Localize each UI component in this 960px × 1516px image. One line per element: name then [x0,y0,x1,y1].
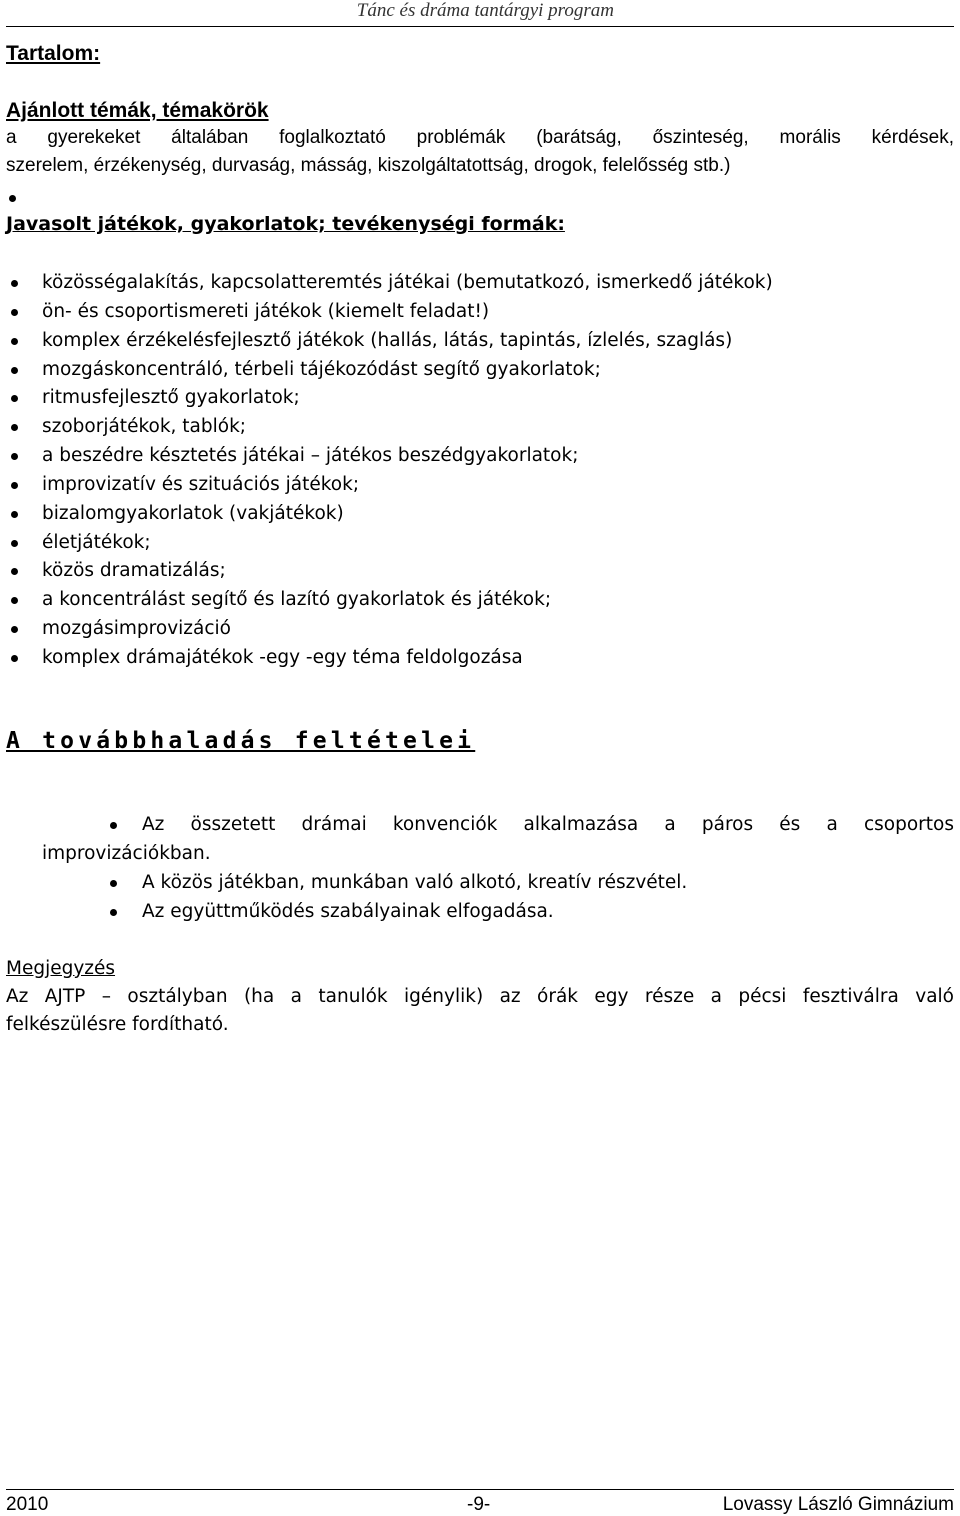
bullet-icon [11,482,18,489]
bullet-icon [110,909,117,916]
bullet-icon [11,453,18,460]
list-item: ön- és csoportismereti játékok (kiemelt feladat!) [42,301,490,322]
list-item: bizalomgyakorlatok (vakjátékok) [42,503,344,524]
bullet-icon [11,338,18,345]
bullet-icon [11,511,18,518]
bullet-icon [110,880,117,887]
page-number: -9- [467,1494,491,1515]
header-divider [6,26,954,27]
bullet-icon [11,626,18,633]
note-heading: Megjegyzés [6,958,116,979]
bullet-icon [11,280,18,287]
list-item: a koncentrálást segítő és lazító gyakorlatok és játékok; [42,589,552,610]
footer-year: 2010 [6,1494,49,1515]
list-item: komplex érzékelésfejlesztő játékok (hallás, látás, tapintás, ízlelés, szaglás) [42,330,733,351]
header-title: Tánc és dráma tantárgyi program [356,0,614,21]
footer-divider [6,1489,954,1490]
contents-heading: Tartalom: [6,42,101,65]
bullet-icon [9,195,16,202]
footer-school-name: Lovassy László Gimnázium [722,1494,954,1515]
bullet-icon [11,395,18,402]
suggested-games-heading: Javasolt játékok, gyakorlatok; tevékenységi formák: [6,213,565,235]
note-text-line-2: felkészülésre fordítható. [6,1014,229,1035]
bullet-icon [11,309,18,316]
topics-heading: Ajánlott témák, témakörök [6,99,269,122]
list-item: mozgáskoncentráló, térbeli tájékozódást segítő gyakorlatok; [42,359,601,380]
list-item: életjátékok; [42,532,151,553]
requirement-item-1-line-2: improvizációkban. [42,843,211,864]
requirement-item-2: A közös játékban, munkában való alkotó, kreatív részvétel. [142,872,688,893]
list-item: szoborjátékok, tablók; [42,416,247,437]
list-item: komplex drámajátékok -egy -egy téma feldolgozása [42,647,523,668]
topics-text-line-2: szerelem, érzékenység, durvaság, másság, kiszolgáltatottság, drogok, felelősség stb.) [6,155,731,176]
bullet-icon [11,597,18,604]
bullet-icon [11,424,18,431]
list-item: ritmusfejlesztő gyakorlatok; [42,387,300,408]
list-item: közös dramatizálás; [42,560,226,581]
list-item: improvizatív és szituációs játékok; [42,474,360,495]
requirement-item-1-line-1: Az összetett drámai konvenciók alkalmazása a páros és a csoportos [142,814,954,835]
topics-text-line-1: a gyerekeket általában foglalkoztató problémák (barátság, őszinteség, morális kérdések, [6,127,954,148]
bullet-icon [11,540,18,547]
bullet-icon [110,822,117,829]
bullet-icon [11,367,18,374]
progress-requirements-heading: A továbbhaladás feltételei [6,728,476,754]
list-item: a beszédre késztetés játékai – játékos beszédgyakorlatok; [42,445,579,466]
list-item: mozgásimprovizáció [42,618,231,639]
note-text-line-1: Az AJTP – osztályban (ha a tanulók igénylik) az órák egy része a pécsi fesztiválra való [6,986,954,1007]
requirement-item-3: Az együttműködés szabályainak elfogadása. [142,901,554,922]
list-item: közösségalakítás, kapcsolatteremtés játékai (bemutatkozó, ismerkedő játékok) [42,272,773,293]
bullet-icon [11,655,18,662]
bullet-icon [11,568,18,575]
